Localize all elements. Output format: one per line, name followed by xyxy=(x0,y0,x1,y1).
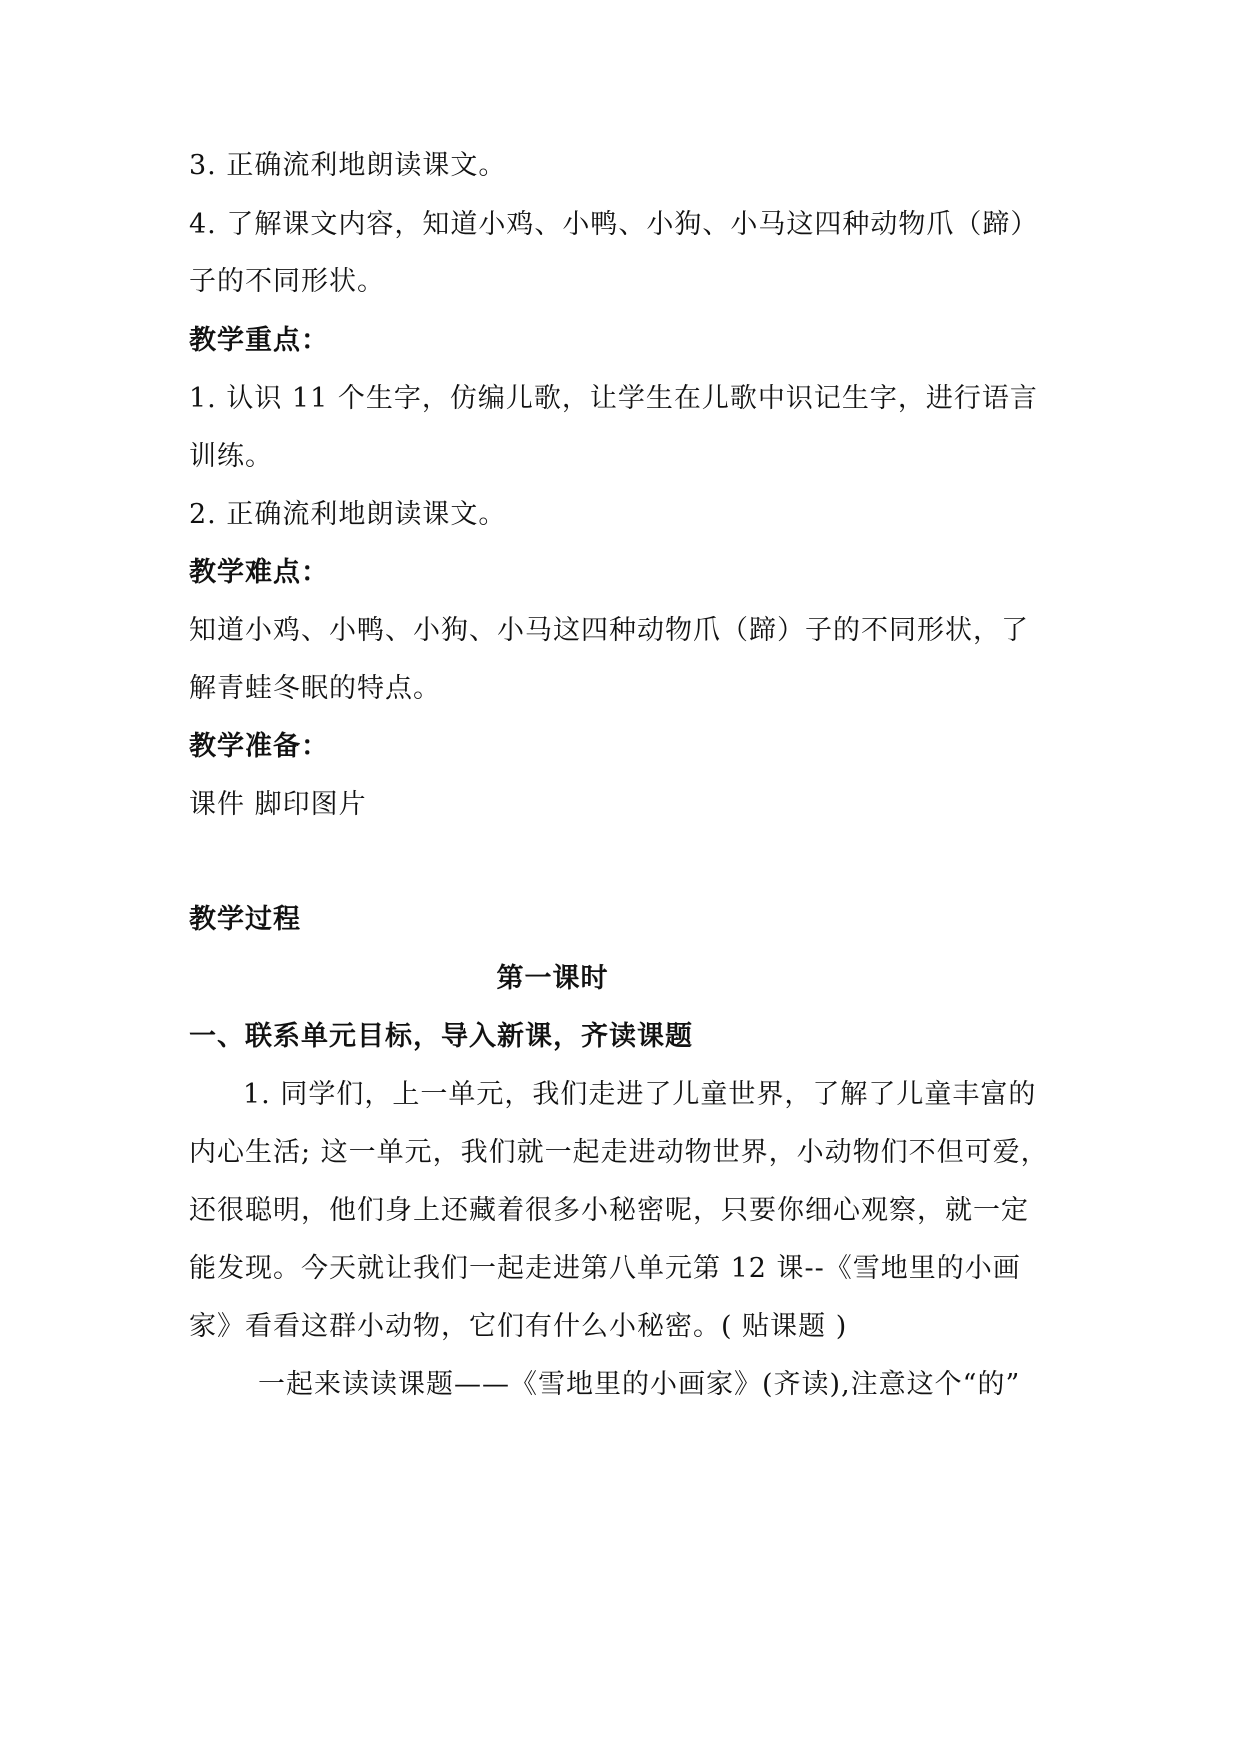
paragraph-1-line-3: 还很聪明，他们身上还藏着很多小秘密呢，只要你细心观察，就一定 xyxy=(189,1195,1029,1226)
preparation-content: 课件 脚印图片 xyxy=(189,789,367,820)
objective-item-4-line-1: 4. 了解课文内容，知道小鸡、小鸭、小狗、小马这四种动物爪（蹄） xyxy=(189,209,1039,240)
key-point-item-2: 2. 正确流利地朗读课文。 xyxy=(189,499,507,530)
difficulties-heading: 教学难点： xyxy=(189,557,329,588)
paragraph-1-line-5: 家》看看这群小动物，它们有什么小秘密。( 贴课题 ) xyxy=(189,1311,848,1342)
paragraph-2-line-1: 一起来读读课题——《雪地里的小画家》(齐读),注意这个“的” xyxy=(258,1369,1021,1400)
objective-item-4-line-2: 子的不同形状。 xyxy=(189,266,385,297)
process-heading: 教学过程 xyxy=(189,904,301,935)
key-point-item-1-line-2: 训练。 xyxy=(189,441,273,472)
paragraph-1-line-1: 1. 同学们，上一单元，我们走进了儿童世界，了解了儿童丰富的 xyxy=(243,1079,1037,1110)
preparation-heading: 教学准备： xyxy=(189,731,329,762)
section-1-heading: 一、联系单元目标，导入新课，齐读课题 xyxy=(189,1021,693,1052)
key-points-heading: 教学重点： xyxy=(189,325,329,356)
key-point-item-1-line-1: 1. 认识 11 个生字，仿编儿歌，让学生在儿歌中识记生字，进行语言 xyxy=(189,383,1038,414)
difficulties-line-2: 解青蛙冬眠的特点。 xyxy=(189,673,441,704)
objective-item-3: 3. 正确流利地朗读课文。 xyxy=(189,150,507,181)
difficulties-line-1: 知道小鸡、小鸭、小狗、小马这四种动物爪（蹄）子的不同形状，了 xyxy=(189,615,1029,646)
lesson-title: 第一课时 xyxy=(496,963,609,994)
paragraph-1-line-2: 内心生活; 这一单元，我们就一起走进动物世界，小动物们不但可爱， xyxy=(189,1137,1049,1168)
paragraph-1-line-4: 能发现。今天就让我们一起走进第八单元第 12 课--《雪地里的小画 xyxy=(189,1253,1021,1284)
